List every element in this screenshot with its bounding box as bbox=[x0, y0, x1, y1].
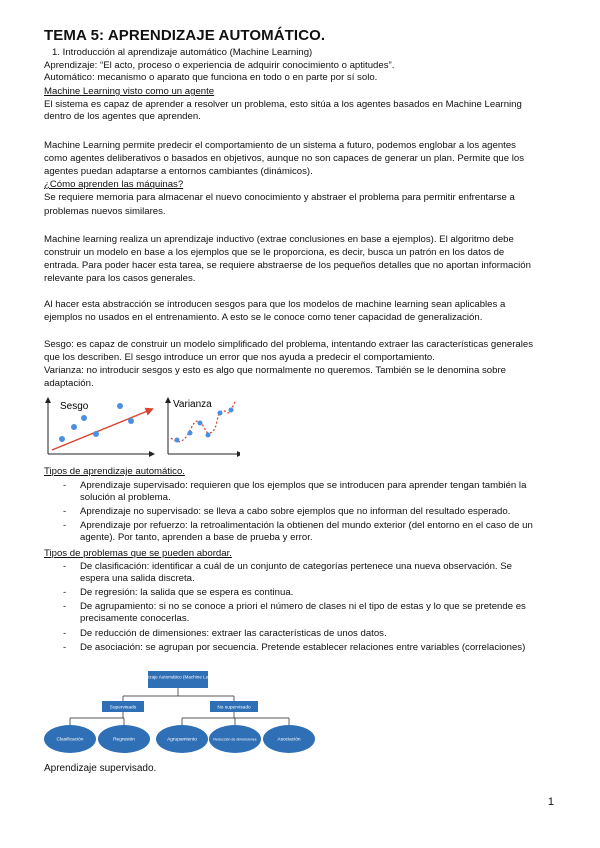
list-item bbox=[80, 601, 560, 625]
varianza-point bbox=[175, 438, 180, 443]
list-item bbox=[80, 628, 560, 640]
subheading-tipos: Tipos de aprendizaje automático. bbox=[44, 466, 185, 477]
list-item-line: Aprendizaje no supervisado: se lleva a cabo sobre ejemplos que no informan del resultado esperado. bbox=[80, 506, 511, 517]
list-item-line: De asociación: se agrupan por secuencia. Pretende establecer relaciones entre variables (correlaciones) bbox=[80, 642, 526, 653]
paragraph-line: que los describen. El sesgo introduce un error que nos ayuda a predecir el comportamiento. bbox=[44, 352, 435, 363]
page-title: TEMA 5: APRENDIZAJE AUTOMÁTICO. bbox=[44, 27, 326, 44]
diagram-leaf-label: Clasificación bbox=[56, 737, 84, 743]
sesgo-point bbox=[59, 436, 65, 442]
bullet-dash: - bbox=[63, 601, 67, 612]
paragraph-line: Machine Learning permite predecir el comportamiento de un sistema a futuro, podemos englobar a los agentes bbox=[44, 140, 516, 151]
diagram-leaf-label: Asociación bbox=[277, 737, 301, 743]
list-item-line: De agrupamiento: si no se conoce a priori el número de clases ni el tipo de estas y lo que se pretende es bbox=[80, 601, 526, 612]
paragraph-line: Varianza: no introducir sesgos y esto es algo que normalmente no queremos. También se le denomina sobre bbox=[44, 365, 507, 376]
paragraph-line: Se requiere memoria para almacenar el nuevo conocimiento y abstraer el problema para permitir enfrentarse a bbox=[44, 192, 515, 203]
sesgo-point bbox=[81, 415, 87, 421]
bullet-dash: - bbox=[63, 506, 67, 517]
sesgo-point bbox=[93, 431, 99, 437]
diagram-leaf-label: Agrupamiento bbox=[167, 737, 197, 743]
list-item-line: solución al problema. bbox=[80, 492, 171, 503]
definition-aprendizaje: Aprendizaje: “El acto, proceso o experiencia de adquirir conocimiento o aptitudes”. bbox=[44, 60, 395, 71]
paragraph-line: agentes puedan adaptarse a entornos cambiantes (dinámicos). bbox=[44, 166, 313, 177]
paragraph-line: Machine learning realiza un aprendizaje inductivo (extrae conclusiones en base a ejemplos). El algoritmo debe bbox=[44, 234, 514, 245]
list-item-line: Aprendizaje por refuerzo: la retroalimentación la obtienen del mundo exterior (del entorno en el caso de un bbox=[80, 520, 533, 531]
list-item bbox=[80, 642, 560, 654]
sesgo-point bbox=[71, 424, 77, 430]
paragraph-line: Al hacer esta abstracción se introducen sesgos para que los modelos de machine learning sean aplicables a bbox=[44, 299, 506, 310]
bullet-dash: - bbox=[63, 642, 67, 653]
paragraph-line: entrada. Para poder hacer esta tarea, se requiere abstraerse de los pequeños detalles que no aportan información bbox=[44, 260, 531, 271]
list-item-line: De reducción de dimensiones: extraer las características de unos datos. bbox=[80, 628, 387, 639]
varianza-point bbox=[218, 411, 223, 416]
diagram-leaf-label: Reducción de dimensiones bbox=[213, 737, 257, 742]
page-number: 1 bbox=[547, 796, 554, 808]
bullet-dash: - bbox=[63, 628, 67, 639]
paragraph-line: Sesgo: es capaz de construir un modelo simplificado del problema, intentando extraer las características generales bbox=[44, 339, 534, 350]
sesgo-point bbox=[128, 418, 134, 424]
section-heading: 1. Introducción al aprendizaje automático (Machine Learning) bbox=[52, 47, 313, 58]
ml-taxonomy-diagram bbox=[38, 668, 328, 758]
list-item bbox=[80, 480, 560, 504]
diagram-root-label: Aprendizaje Automático (Machine Learning) bbox=[133, 674, 223, 680]
bullet-dash: - bbox=[63, 561, 67, 572]
list-item-line: De clasificación: identificar a cuál de un conjunto de categorías pertenece una nueva observación. Se bbox=[80, 561, 512, 572]
paragraph-line: como agentes deliberativos o basados en objetivos, aunque no son capaces de generar un plan. Permite que los bbox=[44, 153, 525, 164]
bullet-dash: - bbox=[63, 520, 67, 531]
bullet-dash: - bbox=[63, 480, 67, 491]
paragraph-line: problemas nuevos similares. bbox=[44, 206, 166, 217]
sesgo-fit-line bbox=[52, 410, 150, 450]
paragraph-line: ejemplos no usados en el entrenamiento. A esto se le conoce como tener capacidad de generalización. bbox=[44, 312, 483, 323]
varianza-point bbox=[198, 421, 203, 426]
paragraph-line: dentro de los agentes que aprenden. bbox=[44, 111, 201, 122]
subheading-problemas: Tipos de problemas que se pueden abordar. bbox=[44, 548, 232, 559]
subheading-como: ¿Cómo aprenden las máquinas? bbox=[44, 179, 184, 190]
paragraph-line: El sistema es capaz de aprender a resolver un problema, esto sitúa a los agentes basados en Machine Learning bbox=[44, 99, 522, 110]
diagram-supervised-label: Supervisado bbox=[109, 705, 137, 711]
list-item-line: precisamente conocerlas. bbox=[80, 613, 190, 624]
paragraph-line: adaptación. bbox=[44, 378, 94, 389]
list-item bbox=[80, 587, 560, 599]
subheading-agente: Machine Learning visto como un agente bbox=[44, 86, 215, 97]
paragraph-line: construir un modelo en base a los ejemplos que se le proporciona, es decir, busca un patrón en los datos de bbox=[44, 247, 505, 258]
sesgo-point bbox=[117, 403, 123, 409]
list-item bbox=[80, 561, 560, 585]
bias-variance-figure bbox=[40, 396, 240, 458]
list-item bbox=[80, 506, 560, 518]
definition-automatico: Automático: mecanismo o aparato que funciona en todo o en parte por sí solo. bbox=[44, 72, 378, 83]
varianza-point bbox=[229, 408, 234, 413]
varianza-point bbox=[206, 433, 211, 438]
paragraph-line: relevante para los casos generales. bbox=[44, 273, 196, 284]
sesgo-label: Sesgo bbox=[60, 401, 89, 412]
diagram-caption: Aprendizaje supervisado. bbox=[44, 763, 157, 774]
list-item-line: espera una salida discreta. bbox=[80, 573, 195, 584]
list-item bbox=[80, 520, 560, 544]
bullet-dash: - bbox=[63, 587, 67, 598]
list-item-line: Aprendizaje supervisado: requieren que los ejemplos que se introducen para aprender tengan también la bbox=[80, 480, 527, 491]
varianza-point bbox=[188, 431, 193, 436]
diagram-unsupervised-label: No supervisado bbox=[217, 705, 251, 711]
list-item-line: De regresión: la salida que se espera es continua. bbox=[80, 587, 294, 598]
list-item-line: agente). Por tanto, aprenden a base de prueba y error. bbox=[80, 532, 313, 543]
diagram-leaf-label: Regresión bbox=[113, 737, 135, 743]
varianza-label: Varianza bbox=[173, 399, 212, 410]
